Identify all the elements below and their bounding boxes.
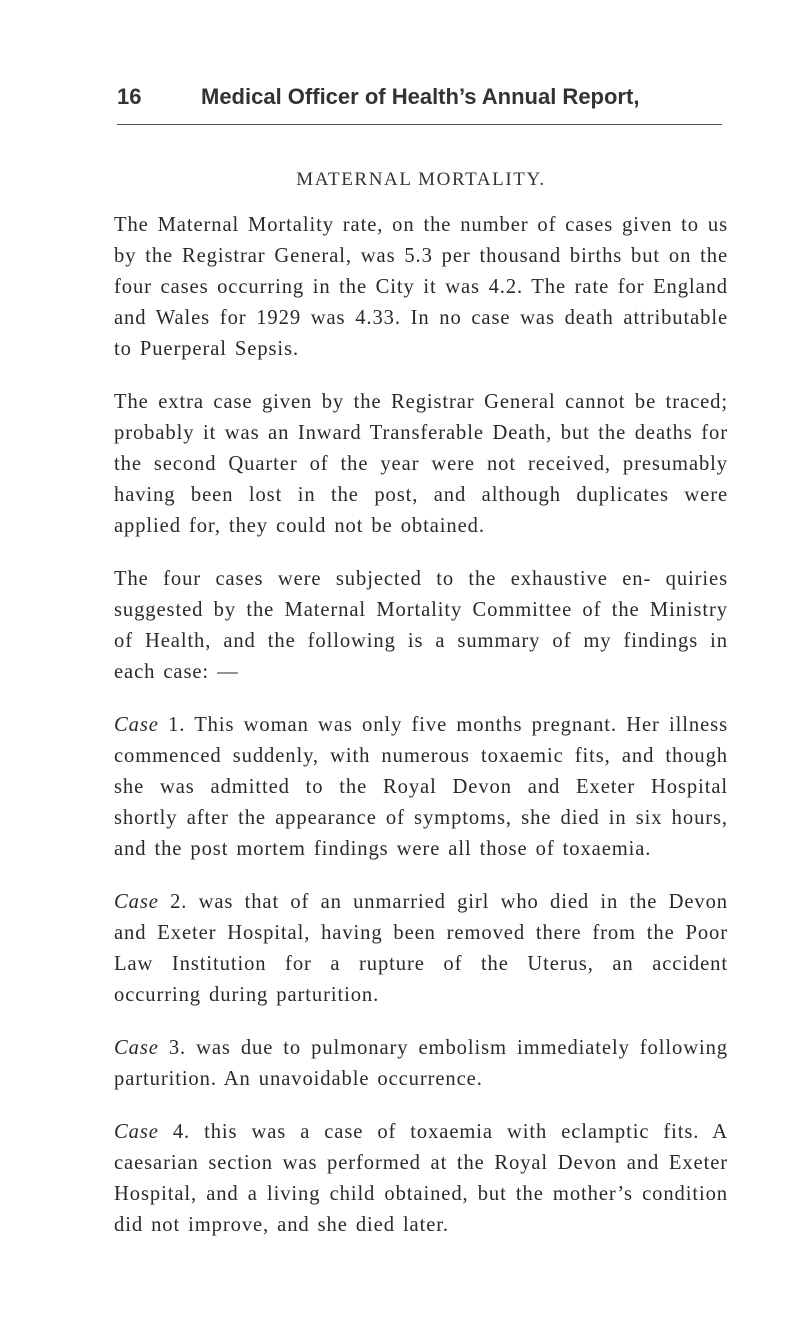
page-header — [117, 84, 727, 124]
case-1-paragraph — [114, 710, 728, 865]
case-4-label: Case — [114, 1121, 159, 1143]
case-3-label: Case — [114, 1037, 159, 1059]
page-number: 16 — [117, 84, 142, 109]
running-title: Medical Officer of Health’s Annual Report, — [201, 84, 640, 109]
case-2-text: 2. was that of an unmarried girl who died in the Devon and Exeter Hospital, having been removed there from the Poor Law Institution for a rupture of the Uterus, an accident occurring during parturition. — [114, 891, 728, 1006]
paragraph-enquiries: The four cases were subjected to the exhaustive en- quiries suggested by the Maternal Mortality Committee of the Ministry of Health, and the following is a summary of my findings in each case: — — [114, 568, 728, 683]
case-4-paragraph — [114, 1117, 728, 1241]
case-4-text: 4. this was a case of toxaemia with eclamptic fits. A caesarian section was performed at the Royal Devon and Exeter Hospital, and a living child obtained, but the mother’s condition did not improve, and she died later. — [114, 1121, 728, 1236]
paragraph-mortality-rate: The Maternal Mortality rate, on the number of cases given to us by the Registrar General, was 5.3 per thousand births but on the four cases occurring in the City it was 4.2. The rate for England and Wales for 1929 was 4.33. In no case was death attributable to Puerperal Sepsis. — [114, 214, 728, 360]
paragraph-extra-case: The extra case given by the Registrar General cannot be traced; probably it was an Inward Transferable Death, but the deaths for the second Quarter of the year were not received, presumably having been lost in the post, and although duplicates were applied for, they could not be obtained. — [114, 391, 728, 537]
case-3-text: 3. was due to pulmonary embolism immediately following parturition. An unavoidable occurrence. — [114, 1037, 728, 1090]
case-2-label: Case — [114, 891, 159, 913]
section-heading: MATERNAL MORTALITY. — [296, 169, 546, 190]
case-3-paragraph — [114, 1033, 728, 1095]
case-1-label: Case — [114, 714, 159, 736]
header-rule — [117, 124, 722, 125]
case-2-paragraph — [114, 887, 728, 1011]
case-1-text: 1. This woman was only five months pregnant. Her illness commenced suddenly, with numerous toxaemic fits, and though she was admitted to the Royal Devon and Exeter Hospital shortly after the appearance of symptoms, she died in six hours, and the post mortem findings were all those of toxaemia. — [114, 714, 728, 860]
page-body — [114, 168, 728, 1263]
